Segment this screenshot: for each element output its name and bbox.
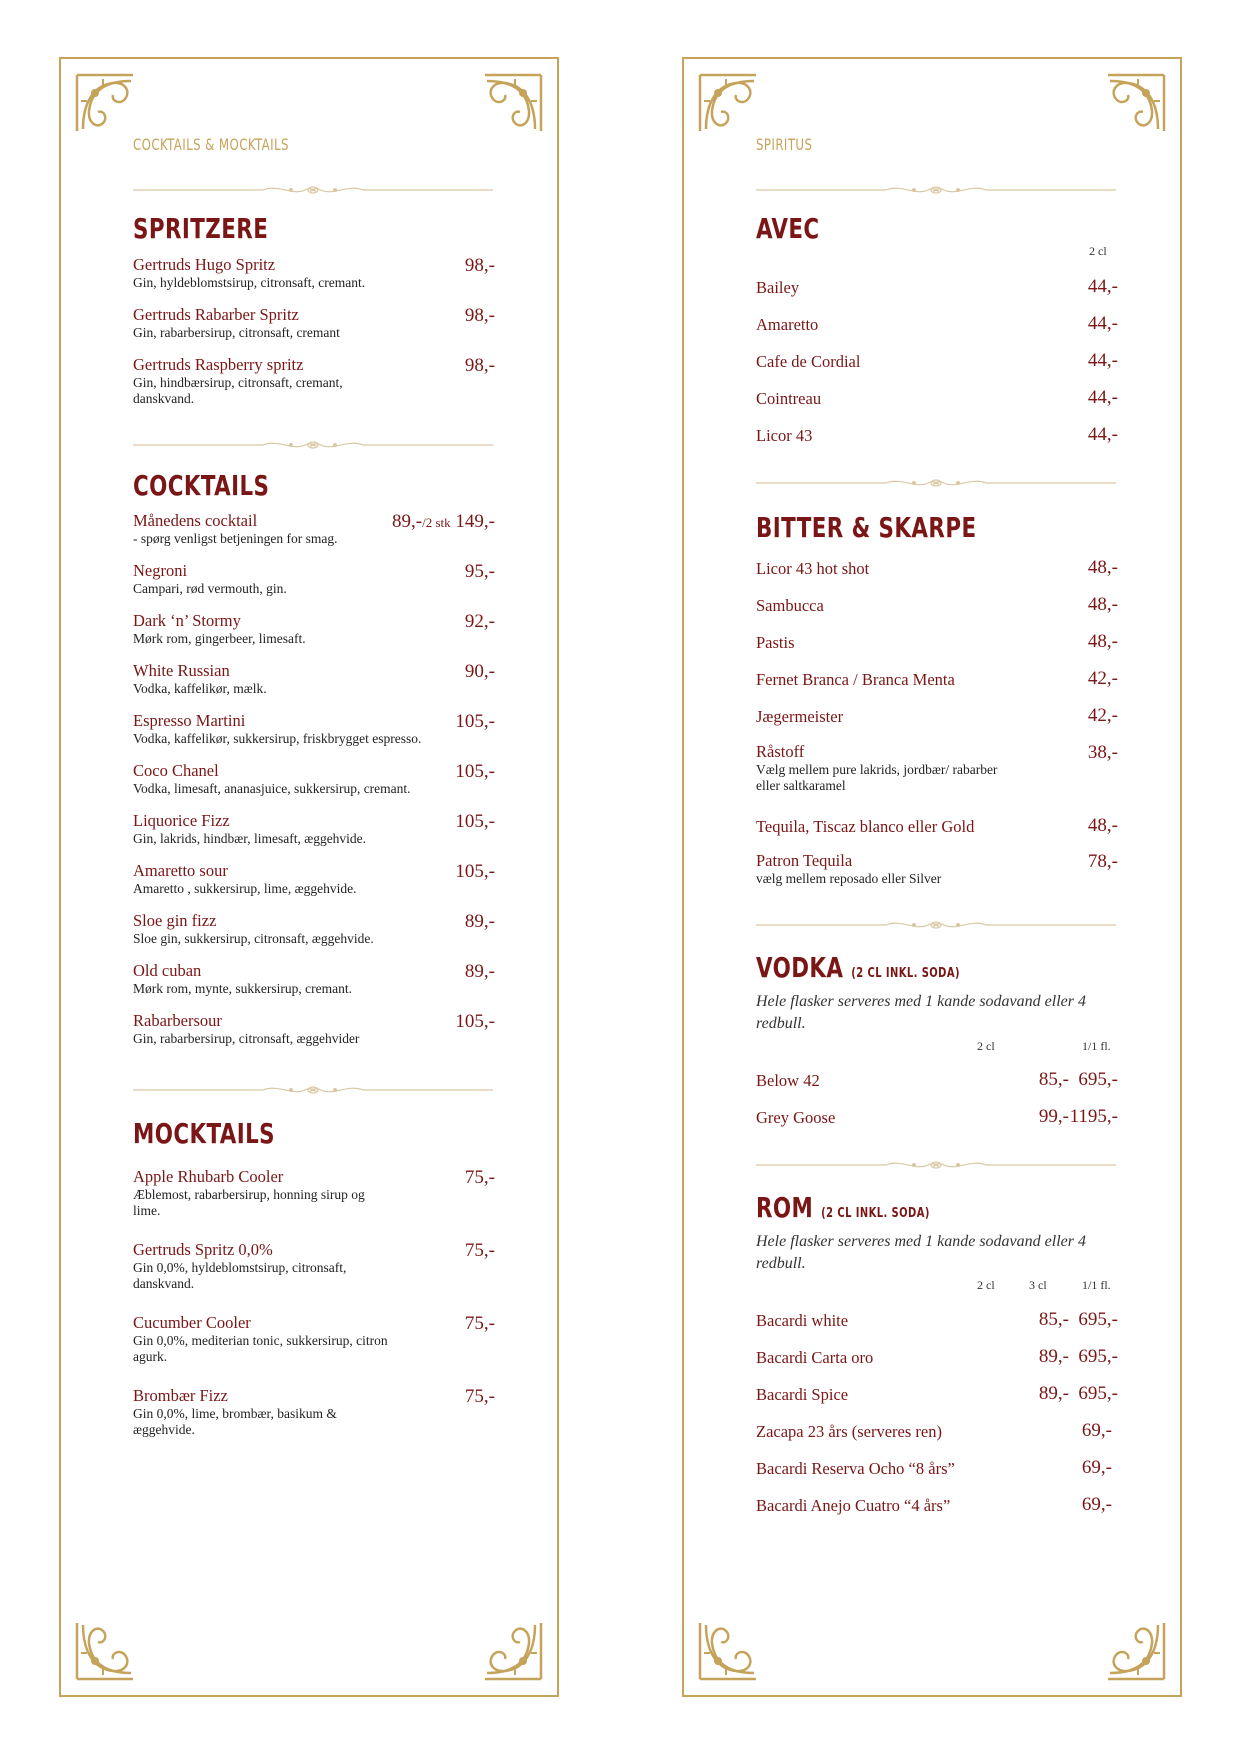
item-price: 105,- — [455, 861, 495, 882]
item-name: Bacardi Reserva Ocho “8 års” — [756, 1459, 955, 1478]
item-name: Pastis — [756, 633, 795, 652]
item-name: Bacardi Spice — [756, 1385, 849, 1404]
item-name: Brombær Fizz — [133, 1386, 228, 1405]
item-name: Bailey — [756, 278, 800, 297]
menu-item-monthly — [133, 511, 495, 547]
menu-item — [133, 811, 495, 847]
menu-row — [756, 1309, 1118, 1333]
section-subtitle: (2 CL INKL. SODA) — [821, 1206, 930, 1221]
menu-item — [133, 911, 495, 947]
ornament-corner-icon — [481, 71, 545, 135]
menu-item — [133, 255, 495, 291]
section-title-spritzere: SPRITZERE — [133, 212, 269, 245]
menu-row — [756, 1383, 1118, 1407]
item-name: Sloe gin fizz — [133, 911, 217, 930]
item-price-2cl: 89,- — [1038, 1346, 1069, 1367]
item-desc: Gin, hindbærsirup, citronsaft, cremant, danskvand. — [133, 375, 343, 406]
item-name: Gertruds Hugo Spritz — [133, 255, 276, 274]
item-price: 78,- — [1087, 851, 1118, 872]
item-price: 105,- — [455, 811, 495, 832]
item-price: 44,- — [1087, 424, 1118, 445]
item-desc: Gin 0,0%, mediterian tonic, sukkersirup, citron agurk. — [133, 1333, 388, 1364]
column-header: 2 cl — [977, 1278, 995, 1292]
item-price: 38,- — [1087, 742, 1118, 763]
ornament-corner-icon — [73, 1619, 137, 1683]
item-desc: Mørk rom, mynte, sukkersirup, cremant. — [133, 981, 352, 996]
item-name: Gertruds Rabarber Spritz — [133, 305, 299, 324]
item-price: 89,- — [464, 961, 495, 982]
column-header: 2 cl — [1089, 244, 1107, 258]
menu-item — [133, 1167, 495, 1219]
item-price: 42,- — [1087, 668, 1118, 689]
menu-item — [756, 742, 1118, 794]
item-desc: Gin, lakrids, hindbær, limesaft, æggehvide. — [133, 831, 367, 846]
spiritus-menu-page — [682, 57, 1182, 1697]
item-name: Gertruds Spritz 0,0% — [133, 1240, 273, 1259]
divider — [133, 440, 493, 450]
ornament-corner-icon — [696, 71, 760, 135]
item-name: Råstoff — [756, 742, 805, 761]
item-name: Månedens cocktail — [133, 511, 258, 530]
section-subtitle: (2 CL INKL. SODA) — [851, 966, 960, 981]
divider — [756, 185, 1116, 195]
item-name: Dark ‘n’ Stormy — [133, 611, 241, 630]
menu-item — [133, 1386, 495, 1438]
item-name: Zacapa 23 års (serveres ren) — [756, 1422, 942, 1441]
menu-row — [756, 668, 1118, 692]
item-price: 92,- — [464, 611, 495, 632]
menu-row — [756, 350, 1118, 374]
column-header: 1/1 fl. — [1082, 1278, 1111, 1292]
item-desc: Gin 0,0%, hyldeblomstsirup, citronsaft, danskvand. — [133, 1260, 347, 1291]
item-price-bottle: 1195,- — [1069, 1106, 1118, 1127]
item-name: Rabarbersour — [133, 1011, 222, 1030]
menu-item — [133, 1240, 495, 1292]
menu-item — [133, 861, 495, 897]
item-price: 75,- — [464, 1386, 495, 1407]
menu-row — [756, 276, 1118, 300]
divider — [756, 478, 1116, 488]
item-price: 98,- — [464, 255, 495, 276]
page-header: SPIRITUS — [756, 135, 813, 154]
divider — [756, 1160, 1116, 1170]
item-desc: Amaretto , sukkersirup, lime, æggehvide. — [133, 881, 357, 896]
menu-row — [756, 313, 1118, 337]
item-price-bottle: 695,- — [1078, 1383, 1118, 1404]
item-price: 105,- — [455, 761, 495, 782]
item-price: 44,- — [1087, 276, 1118, 297]
item-desc: Vælg mellem pure lakrids, jordbær/ rabarber eller saltkaramel — [756, 762, 998, 793]
item-name: Tequila, Tiscaz blanco eller Gold — [756, 817, 975, 836]
page-header: COCKTAILS & MOCKTAILS — [133, 135, 289, 154]
column-header: 3 cl — [1029, 1278, 1047, 1292]
item-name: Below 42 — [756, 1071, 820, 1090]
item-desc: Gin, rabarbersirup, citronsaft, æggehvider — [133, 1031, 360, 1046]
item-name: Bacardi Anejo Cuatro “4 års” — [756, 1496, 951, 1515]
item-name: Espresso Martini — [133, 711, 246, 730]
item-name: Cointreau — [756, 389, 822, 408]
menu-item — [756, 851, 1118, 887]
item-desc: vælg mellem reposado eller Silver — [756, 871, 942, 886]
menu-item — [133, 305, 495, 341]
item-desc: Æblemost, rabarbersirup, honning sirup og lime. — [133, 1187, 365, 1218]
item-desc: - spørg venligst betjeningen for smag. — [133, 531, 338, 546]
ornament-corner-icon — [1104, 1619, 1168, 1683]
item-price-3cl: 69,- — [1081, 1494, 1112, 1515]
bottle-note: Hele flasker serveres med 1 kande sodavand eller 4 redbull. — [756, 1233, 1086, 1272]
menu-row — [756, 1106, 1118, 1130]
item-price-2cl: 89,- — [1038, 1383, 1069, 1404]
item-name: Amaretto sour — [133, 861, 228, 880]
item-name: Sambucca — [756, 596, 824, 615]
item-price: 75,- — [464, 1167, 495, 1188]
item-name: Old cuban — [133, 961, 202, 980]
column-header: 2 cl — [977, 1039, 995, 1053]
item-name: Grey Goose — [756, 1108, 836, 1127]
item-price: 75,- — [464, 1313, 495, 1334]
item-price: 42,- — [1087, 705, 1118, 726]
item-name: Gertruds Raspberry spritz — [133, 355, 304, 374]
item-price: 90,- — [464, 661, 495, 682]
menu-row — [756, 1346, 1118, 1370]
section-title-bitter: BITTER & SKARPE — [756, 511, 977, 544]
item-price: 95,- — [464, 561, 495, 582]
menu-item — [133, 355, 495, 407]
menu-item — [133, 761, 495, 797]
ornament-corner-icon — [1104, 71, 1168, 135]
item-name: White Russian — [133, 661, 230, 680]
item-price: 48,- — [1087, 815, 1118, 836]
section-title-avec: AVEC — [756, 212, 820, 245]
cocktails-menu-page — [59, 57, 559, 1697]
menu-item — [133, 561, 495, 597]
menu-row — [756, 557, 1118, 581]
menu-item — [133, 661, 495, 697]
menu-row — [756, 631, 1118, 655]
item-price-bottle: 695,- — [1078, 1309, 1118, 1330]
menu-item — [133, 711, 495, 747]
divider — [133, 185, 493, 195]
item-name: Jægermeister — [756, 707, 844, 726]
item-price: 105,- — [455, 1011, 495, 1032]
item-desc: Vodka, kaffelikør, mælk. — [133, 681, 267, 696]
item-price: 105,- — [455, 711, 495, 732]
column-header: 1/1 fl. — [1082, 1039, 1111, 1053]
bottle-note: Hele flasker serveres med 1 kande sodavand eller 4 redbull. — [756, 993, 1086, 1032]
item-price-3cl: 69,- — [1081, 1420, 1112, 1441]
item-name: Cucumber Cooler — [133, 1313, 251, 1332]
item-price: 44,- — [1087, 387, 1118, 408]
menu-row — [756, 1420, 1118, 1444]
item-name: Cafe de Cordial — [756, 352, 861, 371]
divider — [756, 920, 1116, 930]
item-name: Coco Chanel — [133, 761, 219, 780]
item-price: 44,- — [1087, 313, 1118, 334]
ornament-corner-icon — [73, 71, 137, 135]
item-price: 98,- — [464, 305, 495, 326]
item-name: Fernet Branca / Branca Menta — [756, 670, 955, 689]
item-name: Liquorice Fizz — [133, 811, 230, 830]
item-price-bottle: 695,- — [1078, 1346, 1118, 1367]
menu-item — [133, 1313, 495, 1365]
menu-row — [756, 815, 1118, 839]
section-title-mocktails: MOCKTAILS — [133, 1117, 276, 1150]
item-price: 98,- — [464, 355, 495, 376]
item-name: Bacardi white — [756, 1311, 849, 1330]
item-name: Bacardi Carta oro — [756, 1348, 874, 1367]
item-name: Patron Tequila — [756, 851, 853, 870]
item-name: Licor 43 hot shot — [756, 559, 870, 578]
item-price: 75,- — [464, 1240, 495, 1261]
menu-item — [133, 1011, 495, 1047]
item-price-2cl: 85,- — [1038, 1309, 1069, 1330]
item-price-2cl: 85,- — [1038, 1069, 1069, 1090]
item-name: Apple Rhubarb Cooler — [133, 1167, 284, 1186]
menu-row — [756, 705, 1118, 729]
menu-row — [756, 1069, 1118, 1093]
menu-row — [756, 594, 1118, 618]
menu-row — [756, 387, 1118, 411]
item-price-3cl: 69,- — [1081, 1457, 1112, 1478]
item-desc: Gin 0,0%, lime, brombær, basikum & æggehvide. — [133, 1406, 337, 1437]
item-price: 44,- — [1087, 350, 1118, 371]
item-name: Negroni — [133, 561, 188, 580]
item-name: Amaretto — [756, 315, 819, 334]
section-title-rom: ROM (2 CL INKL. SODA) — [756, 1191, 930, 1224]
section-title-cocktails: COCKTAILS — [133, 469, 270, 502]
ornament-corner-icon — [481, 1619, 545, 1683]
menu-row — [756, 424, 1118, 448]
item-price-2cl: 99,- — [1038, 1106, 1069, 1127]
item-desc: Vodka, limesaft, ananasjuice, sukkersirup, cremant. — [133, 781, 411, 796]
item-desc: Mørk rom, gingerbeer, limesaft. — [133, 631, 306, 646]
item-name: Licor 43 — [756, 426, 813, 445]
section-title-vodka: VODKA (2 CL INKL. SODA) — [756, 951, 960, 984]
divider — [133, 1085, 493, 1095]
menu-item — [133, 611, 495, 647]
item-desc: Vodka, kaffelikør, sukkersirup, friskbrygget espresso. — [133, 731, 422, 746]
item-price: 48,- — [1087, 557, 1118, 578]
menu-row — [756, 1457, 1118, 1481]
item-price: 48,- — [1087, 631, 1118, 652]
menu-item — [133, 961, 495, 997]
menu-row — [756, 1494, 1118, 1518]
item-desc: Campari, rød vermouth, gin. — [133, 581, 287, 596]
item-desc: Gin, rabarbersirup, citronsaft, cremant — [133, 325, 340, 340]
item-price: 89,- — [464, 911, 495, 932]
item-desc: Gin, hyldeblomstsirup, citronsaft, cremant. — [133, 275, 366, 290]
item-price: 89,-/2 stk 149,- — [392, 511, 495, 532]
item-desc: Sloe gin, sukkersirup, citronsaft, æggehvide. — [133, 931, 374, 946]
item-price: 48,- — [1087, 594, 1118, 615]
ornament-corner-icon — [696, 1619, 760, 1683]
item-price-bottle: 695,- — [1078, 1069, 1118, 1090]
